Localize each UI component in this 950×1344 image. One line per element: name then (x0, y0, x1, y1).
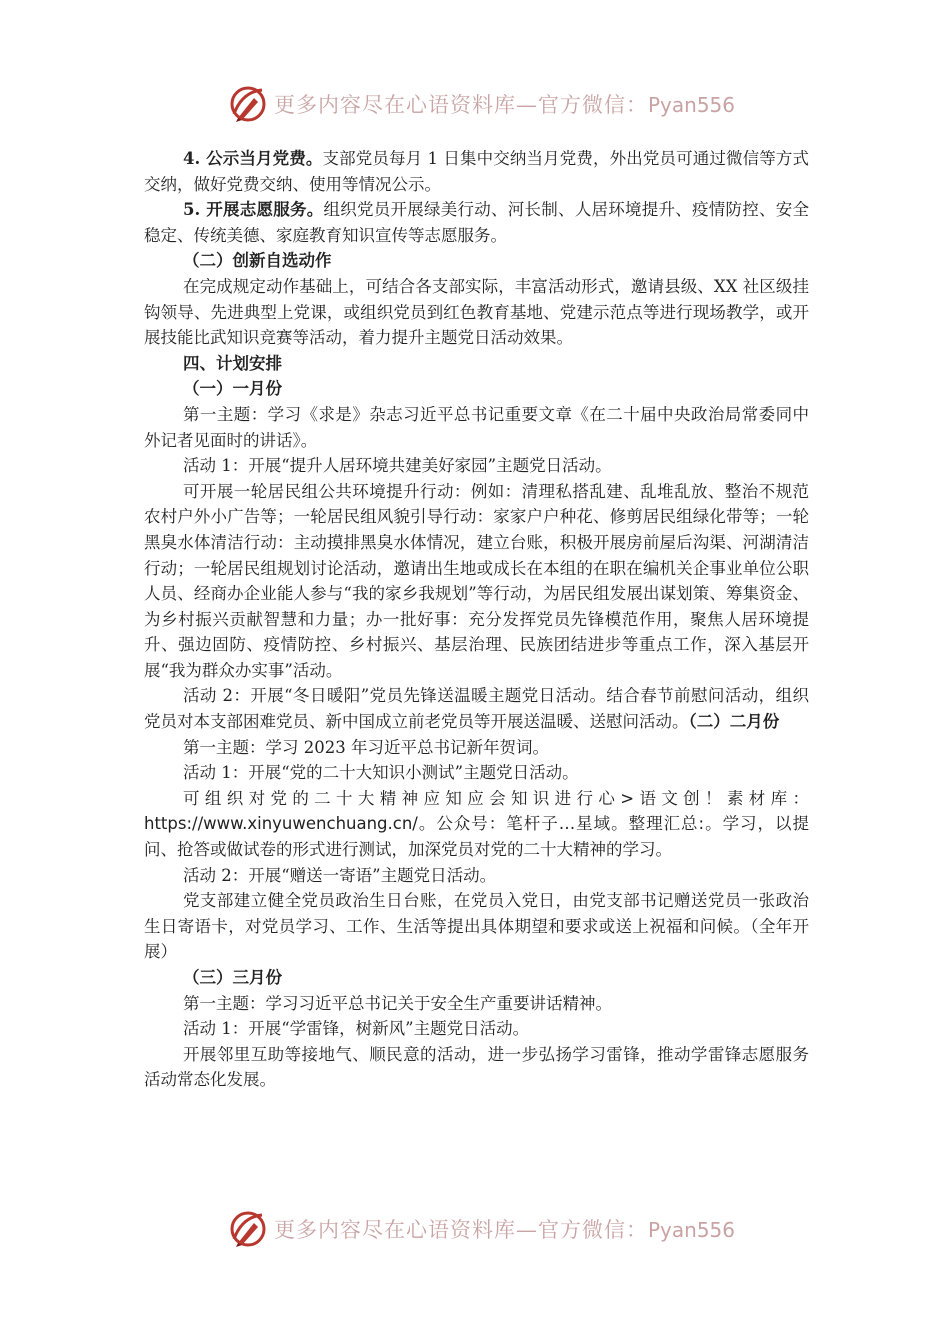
section-heading: （三）三月份 (183, 968, 282, 987)
paragraph: 可开展一轮居民组公共环境提升行动：例如：清理私搭乱建、乱堆乱放、整治不规范农村户外小广告等；一轮居民组风貌引导行动：家家户户种花、修剪居民组绿化带等；一轮黑臭水体清洁行动：主动摸排黑臭水体情况，建立台账，积极开展房前屋后沟渠、河湖清洁行动；一轮居民组规划讨论活动，邀请出生地或成长在本组的在职在编机关企事业单位公职人员、经商办企业能人参与“我的家乡我规划”等行动，为居民组发展出谋划策、筹集资金、为乡村振兴贡献智慧和力量；办一批好事：充分发挥党员先锋模范作用，聚焦人居环境提升、强边固防、疫情防控、乡村振兴、基层治理、民族团结进步等重点工作，深入基层开展“我为群众办实事”活动。 (144, 481, 809, 680)
paragraph: 开展邻里互助等接地气、顺民意的活动，进一步弘扬学习雷锋，推动学雷锋志愿服务活动常态化发展。 (144, 1044, 809, 1090)
header-watermark (228, 82, 736, 126)
paragraph: 第一主题：学习《求是》杂志习近平总书记重要文章《在二十届中央政治局常委同中外记者见面时的讲话》。 (144, 404, 809, 450)
paragraph: 活动 1：开展“提升人居环境共建美好家园”主题党日活动。 (183, 456, 612, 476)
paragraph: 第一主题：学习 2023 年习近平总书记新年贺词。 (183, 737, 549, 757)
footer-watermark (228, 1207, 736, 1251)
section-heading: 四、计划安排 (183, 353, 282, 373)
section-heading: （一）一月份 (183, 379, 282, 399)
paragraph: 在完成规定动作基础上，可结合各支部实际，丰富活动形式，邀请县级、XX 社区级挂钩领导、先进典型上党课，或组织党员到红色教育基地、党建示范点等进行现场教学，或开展技能比武知识竞赛等活动，着力提升主题党日活动效果。 (144, 276, 809, 348)
paragraph: 5. 开展志愿服务。组织党员开展绿美行动、河长制、人居环境提升、疫情防控、安全稳定、传统美德、家庭教育知识宣传等志愿服务。 (144, 200, 809, 245)
paragraph: 党支部建立健全党员政治生日台账，在党员入党日，由党支部书记赠送党员一张政治生日寄语卡，对党员学习、工作、生活等提出具体期望和要求或送上祝福和问候。（全年开展） (144, 891, 809, 962)
pen-logo-icon (228, 1209, 268, 1249)
paragraph: 4. 公示当月党费。支部党员每月 1 日集中交纳当月党费，外出党员可通过微信等方式交纳，做好党费交纳、使用等情况公示。 (144, 149, 809, 194)
paragraph: 可组织对党的二十大精神应知应会知识进行心>语文创！素材库：https://www.xinyuwenchuang.cn/。公众号：笔杆子…星域。整理汇总:。学习，以提问、抢答或做试卷的形式进行测试，加深党员对党的二十大精神的学习。 (144, 788, 809, 860)
paragraph: 活动 1：开展“学雷锋，树新风”主题党日活动。 (183, 1019, 530, 1039)
watermark-text: 更多内容尽在心语资料库—官方微信：Pyan556 (274, 1218, 736, 1242)
paragraph: 活动 2：开展“赠送一寄语”主题党日活动。 (183, 865, 497, 885)
paragraph: 活动 1：开展“党的二十大知识小测试”主题党日活动。 (183, 763, 579, 783)
pen-logo-icon (228, 84, 268, 124)
document-body (144, 146, 809, 1093)
paragraph: 第一主题：学习习近平总书记关于安全生产重要讲话精神。 (183, 993, 612, 1013)
paragraph: 活动 2：开展“冬日暖阳”党员先锋送温暖主题党日活动。结合春节前慰问活动，组织党员对本支部困难党员、新中国成立前老党员等开展送温暖、送慰问活动。（二）二月份 (144, 686, 809, 732)
watermark-text: 更多内容尽在心语资料库—官方微信：Pyan556 (274, 93, 736, 117)
section-heading: （二）创新自选动作 (183, 251, 332, 271)
